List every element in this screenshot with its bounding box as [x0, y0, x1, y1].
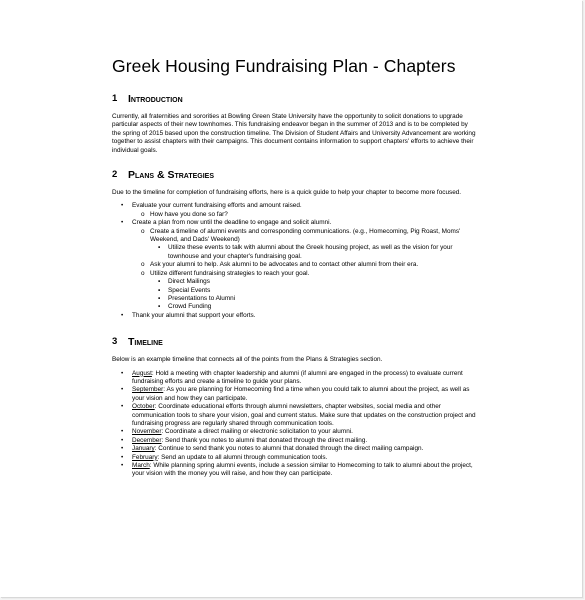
square-bullet-icon: ▪ [158, 278, 161, 286]
timeline-item [112, 445, 477, 453]
timeline-text: : While planning spring alumni events, include a session similar to Homecoming to talk to alumni about the project, your vision with the money you will raise, and how they can participate. [132, 462, 473, 478]
timeline-month: February [132, 453, 158, 461]
timeline-item [112, 462, 477, 479]
section-heading-introduction [112, 93, 477, 105]
timeline-list [112, 370, 477, 479]
list-item-text: Utilize these events to talk with alumni about the Greek housing project, as well as the vision for your townhouse and your chapter's fundraising goal. [168, 244, 453, 260]
section-heading-plans [112, 169, 477, 181]
bullet-icon: • [121, 386, 124, 394]
list-item [132, 261, 477, 269]
list-item [150, 244, 477, 261]
list-item [132, 211, 477, 219]
bullet-icon: • [121, 219, 124, 227]
square-bullet-icon: ▪ [158, 286, 161, 294]
circle-bullet-icon: o [141, 261, 145, 269]
list-item [132, 270, 477, 312]
bullet-icon: • [121, 202, 124, 210]
list-item [112, 202, 477, 219]
timeline-item [112, 428, 477, 436]
list-item [132, 228, 477, 262]
bullet-icon: • [121, 428, 124, 436]
timeline-text: : Send an update to all alumni through communication tools. [157, 453, 328, 461]
timeline-month: March [132, 462, 150, 469]
plans-list [112, 202, 477, 320]
circle-bullet-icon: o [141, 269, 145, 277]
list-item [112, 312, 477, 320]
bullet-icon: • [121, 403, 124, 411]
list-item-text: Thank your alumni that support your efforts. [132, 311, 256, 319]
bullet-icon: • [121, 445, 124, 453]
plans-paragraph: Due to the timeline for completion of fundraising efforts, here is a quick guide to help your chapter to become more focused. [112, 189, 462, 197]
square-bullet-icon: ▪ [158, 244, 161, 252]
timeline-month: August [132, 369, 152, 377]
timeline-text: : Coordinate educational efforts through alumni newsletters, chapter websites, social media and other communication tools to share your vision, goal and current status. Make sure that updates on the construction project and fundraising progress are regularly shared through communication tools. [132, 403, 476, 427]
list-item [150, 303, 477, 311]
timeline-item [112, 437, 477, 445]
section-heading-timeline [112, 336, 477, 348]
timeline-month: January [132, 445, 155, 453]
list-item-text: Utilize different fundraising strategies to reach your goal. [150, 269, 310, 277]
bullet-icon: • [121, 462, 124, 469]
intro-paragraph: Currently, all fraternities and sororities at Bowling Green State University have the opportunity to solicit donations to upgrade particular aspects of their new townhomes. This fundraising endeavor began in the summer of 2013 and is to be completed by the spring of 2015 based upon the construction timeline. The Division of Student Affairs and University Advancement are working together to assist chapters with their campaigns. This document contains information to support chapters' efforts to achieve their individual goals. [112, 113, 476, 154]
timeline-month: December [132, 436, 162, 444]
list-item-text: Create a plan from now until the deadline to engage and solicit alumni. [132, 219, 332, 227]
section-title: Introduction [128, 93, 183, 105]
timeline-text: : Send thank you notes to alumni that donated through the direct mailing. [161, 436, 368, 444]
section-number: 3 [112, 336, 118, 348]
timeline-item [112, 454, 477, 462]
timeline-text: : Hold a meeting with chapter leadership and alumni (if alumni are engaged in the process) to evaluate current fundraising efforts and create a timeline to guide your plans. [132, 369, 463, 385]
list-item-text: Create a timeline of alumni events and corresponding communications. (e.g., Homecoming, Pig Roast, Moms' Weekend, and Dads' Weekend) [150, 227, 461, 244]
timeline-text: : Continue to send thank you notes to alumni that donated through the direct mailing campaign. [154, 445, 424, 453]
list-item [150, 295, 477, 303]
square-bullet-icon: ▪ [158, 294, 161, 302]
list-item-text: Presentations to Alumni [168, 294, 236, 302]
list-item-text: Crowd Funding [168, 303, 212, 311]
list-item-text: Evaluate your current fundraising efforts and amount raised. [132, 202, 302, 210]
bullet-icon: • [121, 369, 124, 377]
list-item [150, 287, 477, 295]
section-number: 2 [112, 169, 118, 181]
timeline-item [112, 403, 477, 428]
timeline-month: September [132, 386, 164, 394]
timeline-month: October [132, 403, 155, 411]
bullet-icon: • [121, 453, 124, 461]
timeline-paragraph: Below is an example timeline that connects all of the points from the Plans & Strategies section. [112, 356, 383, 364]
list-item [150, 278, 477, 286]
timeline-month: November [132, 428, 162, 436]
list-item-text: Special Events [168, 286, 211, 294]
bullet-icon: • [121, 311, 124, 319]
list-item-text: Ask your alumni to help. Ask alumni to be advocates and to contact other alumni from their era. [150, 261, 419, 269]
timeline-item [112, 386, 477, 403]
list-item [112, 219, 477, 311]
timeline-text: : As you are planning for Homecoming find a time when you could talk to alumni about the project, as well as your vision and how they can participate. [132, 386, 470, 402]
timeline-text: : Coordinate a direct mailing or electronic solicitation to your alumni. [161, 428, 353, 436]
circle-bullet-icon: o [141, 210, 145, 218]
section-number: 1 [112, 93, 118, 104]
page-title: Greek Housing Fundraising Plan - Chapters [112, 56, 456, 76]
bullet-icon: • [121, 436, 124, 444]
section-title: Plans & Strategies [128, 169, 215, 182]
square-bullet-icon: ▪ [158, 303, 161, 311]
section-title: Timeline [128, 336, 163, 349]
circle-bullet-icon: o [141, 227, 145, 235]
timeline-item [112, 370, 477, 387]
list-item-text: Direct Mailings [168, 278, 210, 286]
list-item-text: How have you done so far? [150, 210, 228, 218]
document-body [112, 55, 477, 479]
